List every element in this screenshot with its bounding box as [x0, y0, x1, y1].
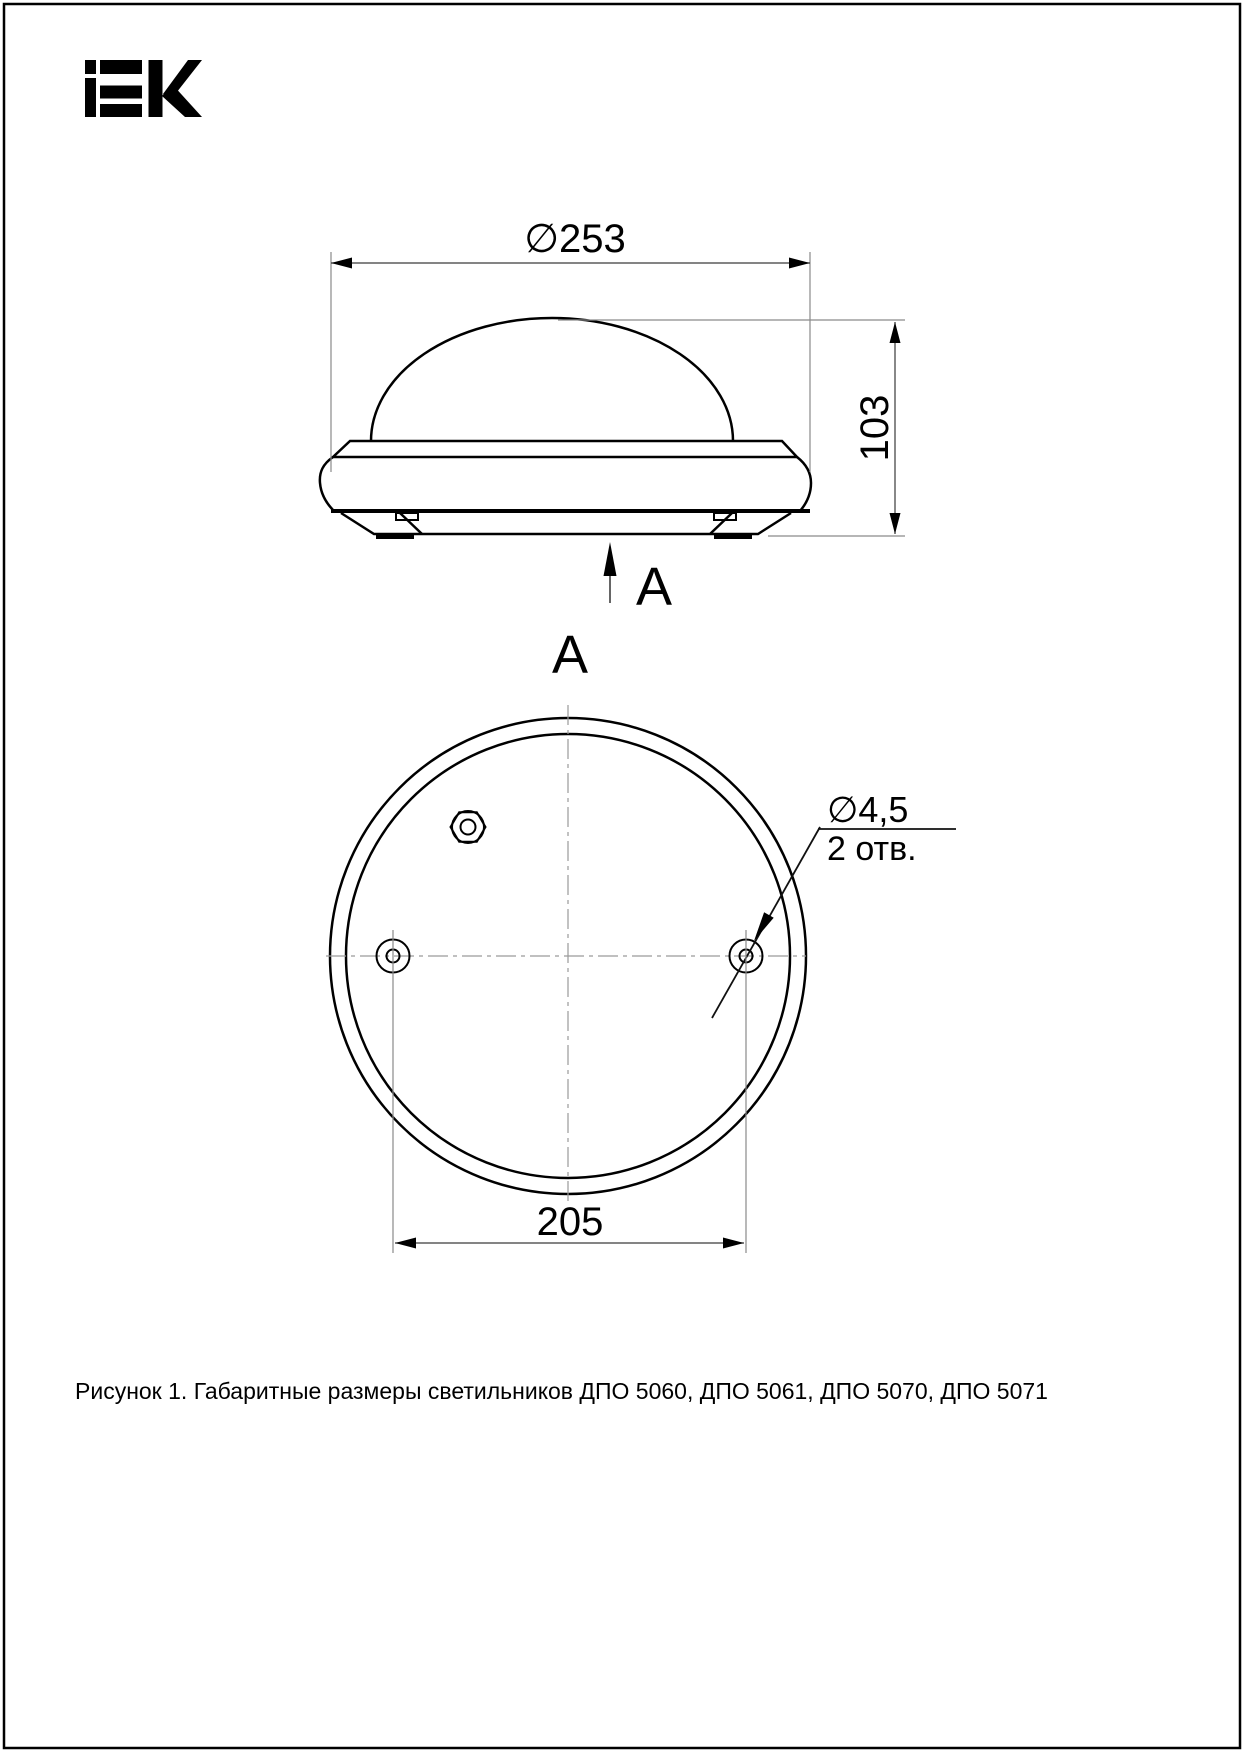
side-view: [320, 318, 811, 539]
logo-letter-e-mid-bar: [100, 86, 142, 99]
logo-letter-i-dot: [85, 60, 96, 74]
hex-nut: [451, 811, 486, 843]
dimension-diameter-253: [331, 217, 810, 472]
side-view-rim-band: [333, 441, 797, 457]
leader-arrowhead: [754, 912, 774, 941]
arrowhead-down: [890, 513, 901, 534]
dim-label-diameter-253: ∅253: [524, 217, 626, 261]
side-view-body-left: [320, 457, 334, 511]
bottom-view: [326, 705, 806, 1205]
logo-letter-k-lower-arm: [162, 84, 202, 117]
side-view-dome: [371, 318, 733, 441]
arrowhead-right: [723, 1238, 744, 1249]
logo-letter-k-stem: [149, 60, 163, 117]
dim-label-height-103: 103: [853, 394, 897, 462]
arrowhead-up: [890, 322, 901, 343]
logo-letter-e-bottom-bar: [100, 104, 142, 117]
page-border: [4, 4, 1240, 1748]
side-view-body-right: [797, 457, 811, 511]
hex-nut-hexagon: [451, 812, 486, 842]
dim-label-hole-count: 2 отв.: [827, 830, 917, 868]
dim-label-hole-diameter: ∅4,5: [827, 789, 909, 830]
dimension-hole-diameter: [712, 789, 956, 1018]
logo-letter-e-top-bar: [100, 60, 142, 74]
view-label-a: A: [551, 625, 589, 685]
arrowhead-left: [331, 258, 352, 269]
side-view-right-foot: [714, 533, 752, 539]
side-view-left-foot: [376, 533, 414, 539]
dim-label-hole-spacing: 205: [536, 1200, 604, 1244]
arrowhead-right: [789, 258, 810, 269]
arrowhead-left: [395, 1238, 416, 1249]
section-label-a: A: [636, 557, 673, 617]
section-arrowhead: [604, 542, 617, 576]
iek-logo: [85, 60, 202, 117]
dimension-hole-spacing-205: [393, 930, 746, 1253]
logo-letter-i-stem: [85, 78, 96, 117]
figure-caption: Рисунок 1. Габаритные размеры светильников ДПО 5060, ДПО 5061, ДПО 5070, ДПО 5071: [75, 1378, 1048, 1404]
hex-nut-bore: [461, 820, 476, 835]
section-arrow: [604, 542, 673, 617]
side-view-base: [341, 513, 791, 534]
